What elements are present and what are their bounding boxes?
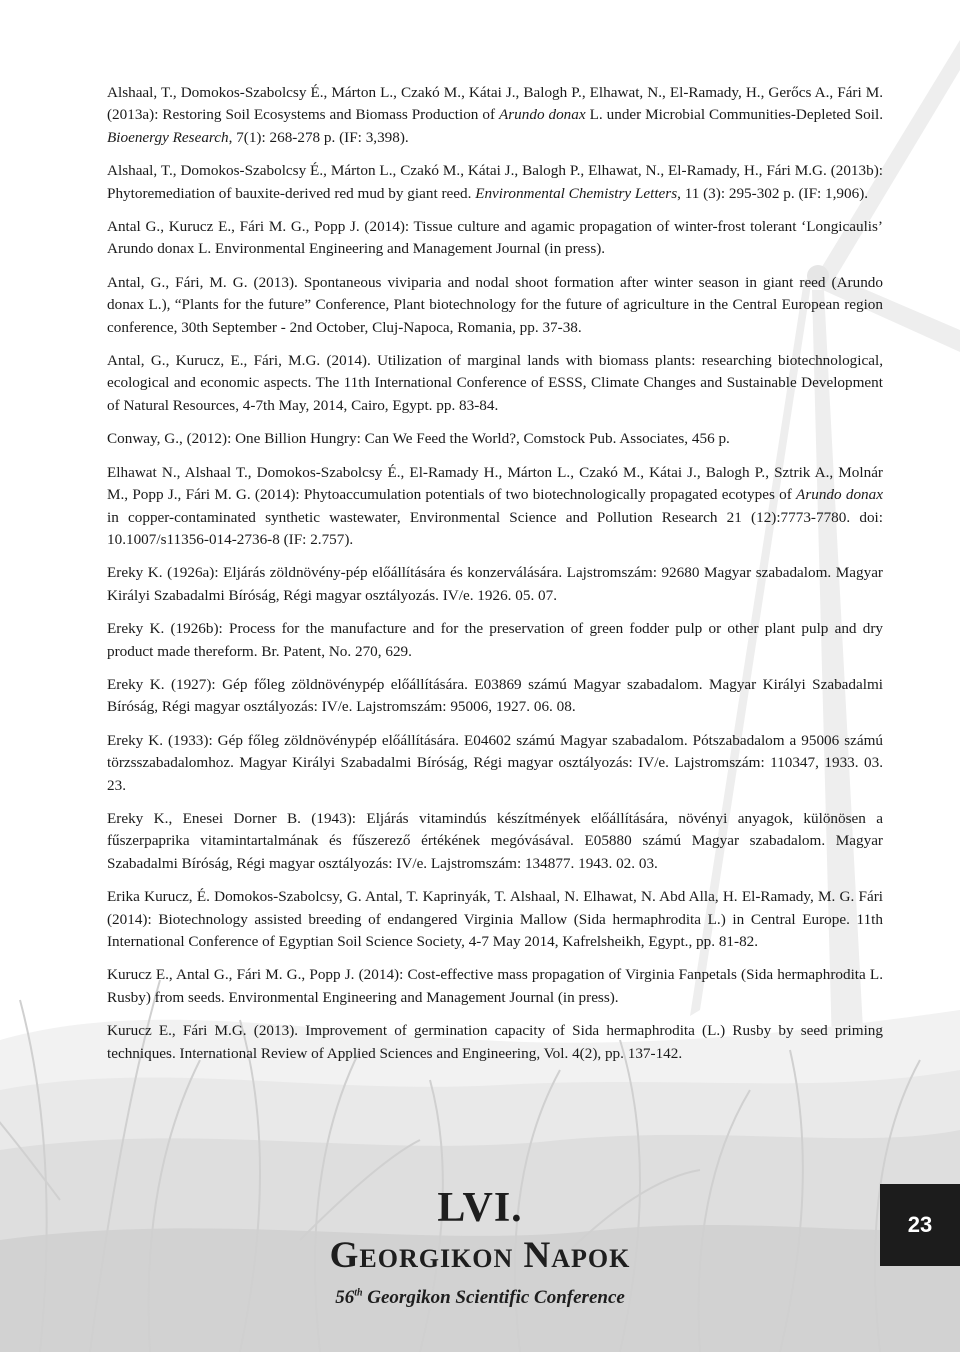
reference-text: Kurucz E., Fári M.G. (2013). Improvement of germination capacity of Sida hermaphrodita (L.) Rusby by seed priming techniques. International Review of Applied Sciences and Engineering, Vol. 4(2), pp. 137-142.: [107, 1022, 883, 1062]
reference-entry: [107, 730, 883, 797]
reference-entry: [107, 618, 883, 663]
reference-text: Alshaal, T., Domokos-Szabolcsy É., Márton L., Czakó M., Kátai J., Balogh P., Elhawat, N., El-Ramady, H., Gerőcs A., Fári M. (2013a): Restoring Soil Ecosystems and Biomass Production of: [107, 84, 883, 124]
reference-text: Ereky K., Enesei Dorner B. (1943): Eljárás vitamindús készítmények előállítására, növényi anyagok, különösen a fűszerpaprika vitamintartalmának és fűszerező értékének megóvásával. E05880 számú Magyar szabadalom. Magyar Szabadalmi Bíróság, Régi magyar osztályozás: IV/e. Lajstromszám: 134877. 1943. 02. 03.: [107, 809, 883, 872]
conference-footer: [0, 1170, 960, 1352]
reference-list: [107, 82, 883, 1076]
conference-name: Georgikon Napok: [329, 1235, 631, 1276]
reference-text: Antal, G., Fári, M. G. (2013). Spontaneous viviparia and nodal shoot formation after winter season in giant reed (Arundo donax L.), “Plants for the future” Conference, Plant biotechnology for the future of agriculture in the Central European region conference, 30th September - 2nd October, Cluj-Napoca, Romania, pp. 37-38.: [107, 273, 883, 336]
reference-text: Antal, G., Kurucz, E., Fári, M.G. (2014). Utilization of marginal lands with biomass plants: researching biotechnological, ecological and economic aspects. The 11th International Conference of ESSS, Climate Changes and Sustainable Development of Natural Resources, 4-7th May, 2014, Cairo, Egypt. pp. 83-84.: [107, 352, 883, 414]
reference-text: Ereky K. (1926b): Process for the manufacture and for the preservation of green fodder pulp or other plant pulp and dry product made thereform. Br. Patent, No. 270, 629.: [107, 620, 883, 660]
reference-text: Kurucz E., Antal G., Fári M. G., Popp J. (2014): Cost-effective mass propagation of Virginia Fanpetals (Sida hermaphrodita L. Rusby) from seeds. Environmental Engineering and Management Journal (in press).: [107, 966, 883, 1006]
reference-entry: [107, 886, 883, 953]
reference-entry: [107, 562, 883, 607]
reference-text: Antal G., Kurucz E., Fári M. G., Popp J. (2014): Tissue culture and agamic propagation of winter-frost tolerant ‘Longicaulis’ Arundo donax L. Environmental Engineering and Management Journal (in press).: [107, 218, 883, 258]
page-number: 23: [907, 1212, 933, 1237]
reference-italic-text: Bioenergy Research: [107, 128, 229, 146]
reference-text: Ereky K. (1926a): Eljárás zöldnövény-pép előállítására és konzerválására. Lajstromszám: 92680 Magyar szabadalom. Magyar Királyi Szabadalmi Bíróság, Régi magyar osztályozás. IV/e. 1926. 05. 07.: [107, 564, 883, 604]
reference-entry: [107, 674, 883, 719]
reference-entry: [107, 964, 883, 1009]
reference-text: Erika Kurucz, É. Domokos-Szabolcsy, G. Antal, T. Kaprinyák, T. Alshaal, N. Elhawat, N. Abd Alla, H. El-Ramady, M. G. Fári (2014): Biotechnology assisted breeding of endangered Virginia Mallow (Sida hermaphrodita L.) in Central Europe. 11th International Conference of Egyptian Soil Science Society, 4-7 May 2014, Kafrelsheikh, Egypt., pp. 81-82.: [107, 888, 883, 950]
reference-entry: [107, 462, 883, 552]
edition-suffix: th: [354, 1287, 363, 1299]
reference-italic-text: Arundo donax: [498, 106, 586, 124]
reference-text: Ereky K. (1933): Gép főleg zöldnövénypép előállítására. E04602 számú Magyar szabadalom. Pótszabadalom a 95006 számú törzsszabadalomhoz. Magyar Királyi Szabadalmi Bíróság, Régi magyar osztályozás: IV/e. Lajstromszám: 110347, 1933. 03. 23.: [107, 731, 883, 794]
page-number-box: [880, 1184, 960, 1266]
conference-edition-roman: LVI.: [437, 1185, 523, 1231]
reference-entry: [107, 272, 883, 339]
edition-number: 56: [335, 1287, 355, 1308]
reference-entry: [107, 160, 883, 205]
reference-entry: [107, 1020, 883, 1065]
reference-text: Ereky K. (1927): Gép főleg zöldnövénypép előállítására. E03869 számú Magyar szabadalom. Magyar Királyi Szabadalmi Bíróság, Régi magyar osztályozás: IV/e. Lajstromszám: 95006, 1927. 06. 08.: [107, 675, 883, 716]
reference-text: Elhawat N., Alshaal T., Domokos-Szabolcsy É., El-Ramady H., Márton L., Czakó M., Kátai J., Balogh P., Sztrik A., Molnár M., Popp J., Fári M. G. (2014): Phytoaccumulation potentials of two biotechnologically propagated ecotypes of: [107, 463, 883, 504]
reference-text: , 7(1): 268-278 p. (IF: 3,398).: [228, 128, 409, 146]
reference-italic-text: Arundo donax: [796, 486, 883, 504]
reference-italic-text: Environmental Chemistry Letters: [475, 184, 678, 202]
reference-text: in copper-contaminated synthetic wastewater, Environmental Science and Pollution Research 21 (12):7773-7780. doi: 10.1007/s11356-014-2736-8 (IF: 2.757).: [107, 508, 883, 548]
reference-text: , 11 (3): 295-302 p. (IF: 1,906).: [677, 184, 869, 202]
conference-subtitle: [0, 1287, 960, 1309]
reference-entry: [107, 82, 883, 149]
reference-text: L. under Microbial Communities-Depleted Soil.: [585, 106, 883, 124]
reference-text: Conway, G., (2012): One Billion Hungry: Can We Feed the World?, Comstock Pub. Associates, 456 p.: [107, 430, 730, 448]
reference-entry: [107, 808, 883, 875]
reference-entry: [107, 350, 883, 417]
reference-text: Alshaal, T., Domokos-Szabolcsy É., Márton L., Czakó M., Kátai J., Balogh P., Elhawat, N., El-Ramady, H., Fári M.G. (2013b): Phytoremediation of bauxite-derived red mud by giant reed.: [107, 162, 883, 202]
subtitle-text: Georgikon Scientific Conference: [362, 1287, 625, 1308]
reference-entry: [107, 216, 883, 261]
reference-entry: [107, 428, 883, 450]
